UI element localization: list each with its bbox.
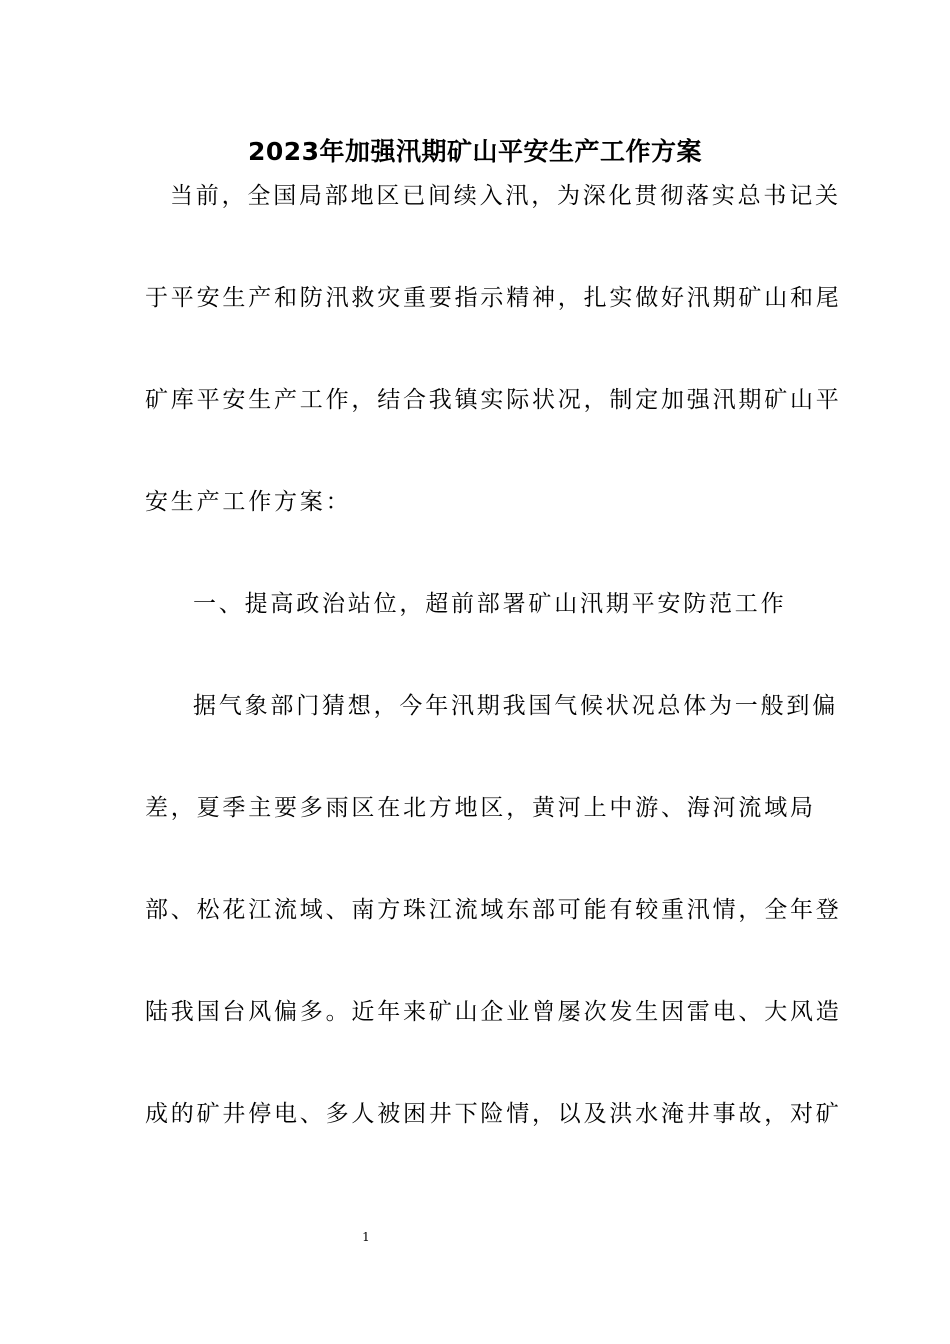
body-line: 据气象部门猜想，今年汛期我国气候状况总体为一般到偏 <box>193 693 838 719</box>
section-heading: 一、提高政治站位，超前部署矿山汛期平安防范工作 <box>193 591 787 617</box>
body-line: 矿库平安生产工作，结合我镇实际状况，制定加强汛期矿山平 <box>145 387 842 413</box>
body-line: 于平安生产和防汛救灾重要指示精神，扎实做好汛期矿山和尾 <box>145 285 842 311</box>
body-line: 当前，全国局部地区已间续入汛，为深化贯彻落实总书记关 <box>170 183 841 209</box>
body-line: 成的矿井停电、多人被困井下险情，以及洪水淹井事故，对矿 <box>145 1101 842 1127</box>
body-line: 部、松花江流域、南方珠江流域东部可能有较重汛情，全年登 <box>145 897 842 923</box>
body-line: 安生产工作方案： <box>145 489 352 515</box>
body-line: 陆我国台风偏多。近年来矿山企业曾屡次发生因雷电、大风造 <box>145 999 842 1025</box>
document-title: 2023年加强汛期矿山平安生产工作方案 <box>247 137 703 166</box>
body-line: 差，夏季主要多雨区在北方地区，黄河上中游、海河流域局 <box>145 795 816 821</box>
page-number: 1 <box>362 1230 370 1244</box>
